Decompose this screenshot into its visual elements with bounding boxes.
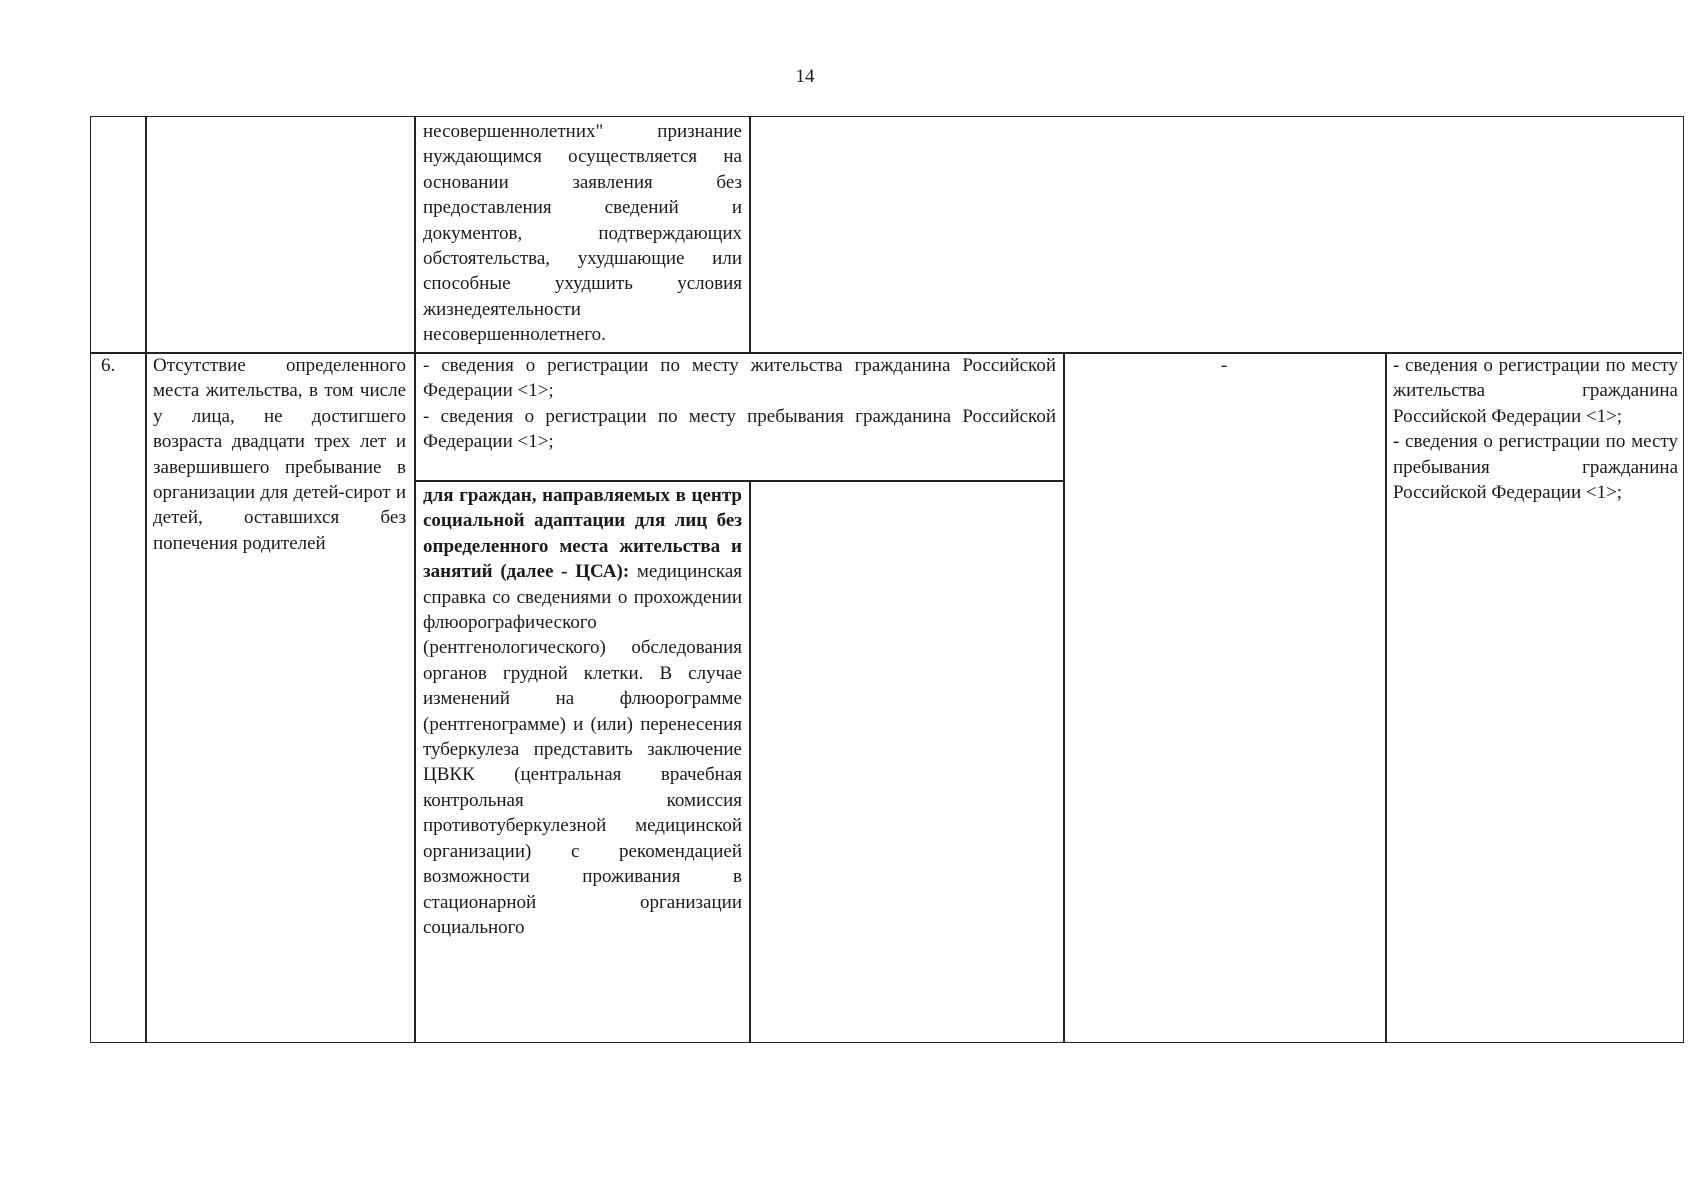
continuation-cell — [423, 119, 742, 348]
col-divider-2 — [414, 117, 416, 1042]
dash-cell — [1071, 353, 1377, 378]
row-number-cell — [101, 353, 141, 378]
interagency-cell — [1393, 353, 1678, 505]
interagency-item: - сведения о регистрации по месту жительства гражданина Российской Федерации <1>; — [1393, 355, 1678, 427]
col-divider-4 — [1063, 352, 1065, 1042]
row-number: 6. — [101, 355, 116, 376]
registration-item: - сведения о регистрации по месту пребывания гражданина Российской Федерации <1>; — [423, 405, 1056, 453]
col-divider-5 — [1385, 352, 1387, 1042]
csa-cell — [423, 483, 742, 940]
col-divider-3a — [749, 117, 751, 352]
circumstance-cell — [153, 353, 406, 556]
page-number: 14 — [795, 66, 815, 87]
interagency-item: - сведения о регистрации по месту пребывания гражданина Российской Федерации <1>; — [1393, 431, 1678, 504]
csa-text: медицинская справка со сведениями о прохождении флюорографического (рентгенологического) обследования органов грудной клетки. В случае изменений на флюорограмме (рентгенограмме) и (или) перенесения туберкулеза представить заключение ЦВКК (центральная врачебная контрольная комиссия противотуберкулезной медицинской организации) с рекомендацией возможности проживания в стационарной организации социального — [423, 561, 742, 938]
continuation-text: несовершеннолетних" признание нуждающимся осуществляется на основании заявления без предоставления сведений и документов, подтверждающих обстоятельства, ухудшающие или способные ухудшить условия жизнедеятельности несовершеннолетнего. — [423, 121, 742, 346]
registration-cell — [423, 353, 1056, 455]
subrow-divider — [414, 480, 1063, 482]
registration-item: - сведения о регистрации по месту жительства гражданина Российской Федерации <1>; — [423, 355, 1056, 402]
document-table — [90, 116, 1684, 1043]
circumstance-text: Отсутствие определенного места жительства, в том числе у лица, не достигшего возраста двадцати трех лет и завершившего пребывание в организации для детей-сирот и детей, оставшихся без попечения родителей — [153, 355, 406, 554]
csa-heading: для граждан, направляемых в центр социальной адаптации для лиц без определенного места жительства и занятий (далее - ЦСА): — [423, 485, 742, 583]
dash-value: - — [1220, 355, 1228, 376]
col-divider-3b — [749, 480, 751, 1042]
col-divider-1 — [145, 117, 147, 1042]
csa-paragraph — [423, 483, 742, 940]
